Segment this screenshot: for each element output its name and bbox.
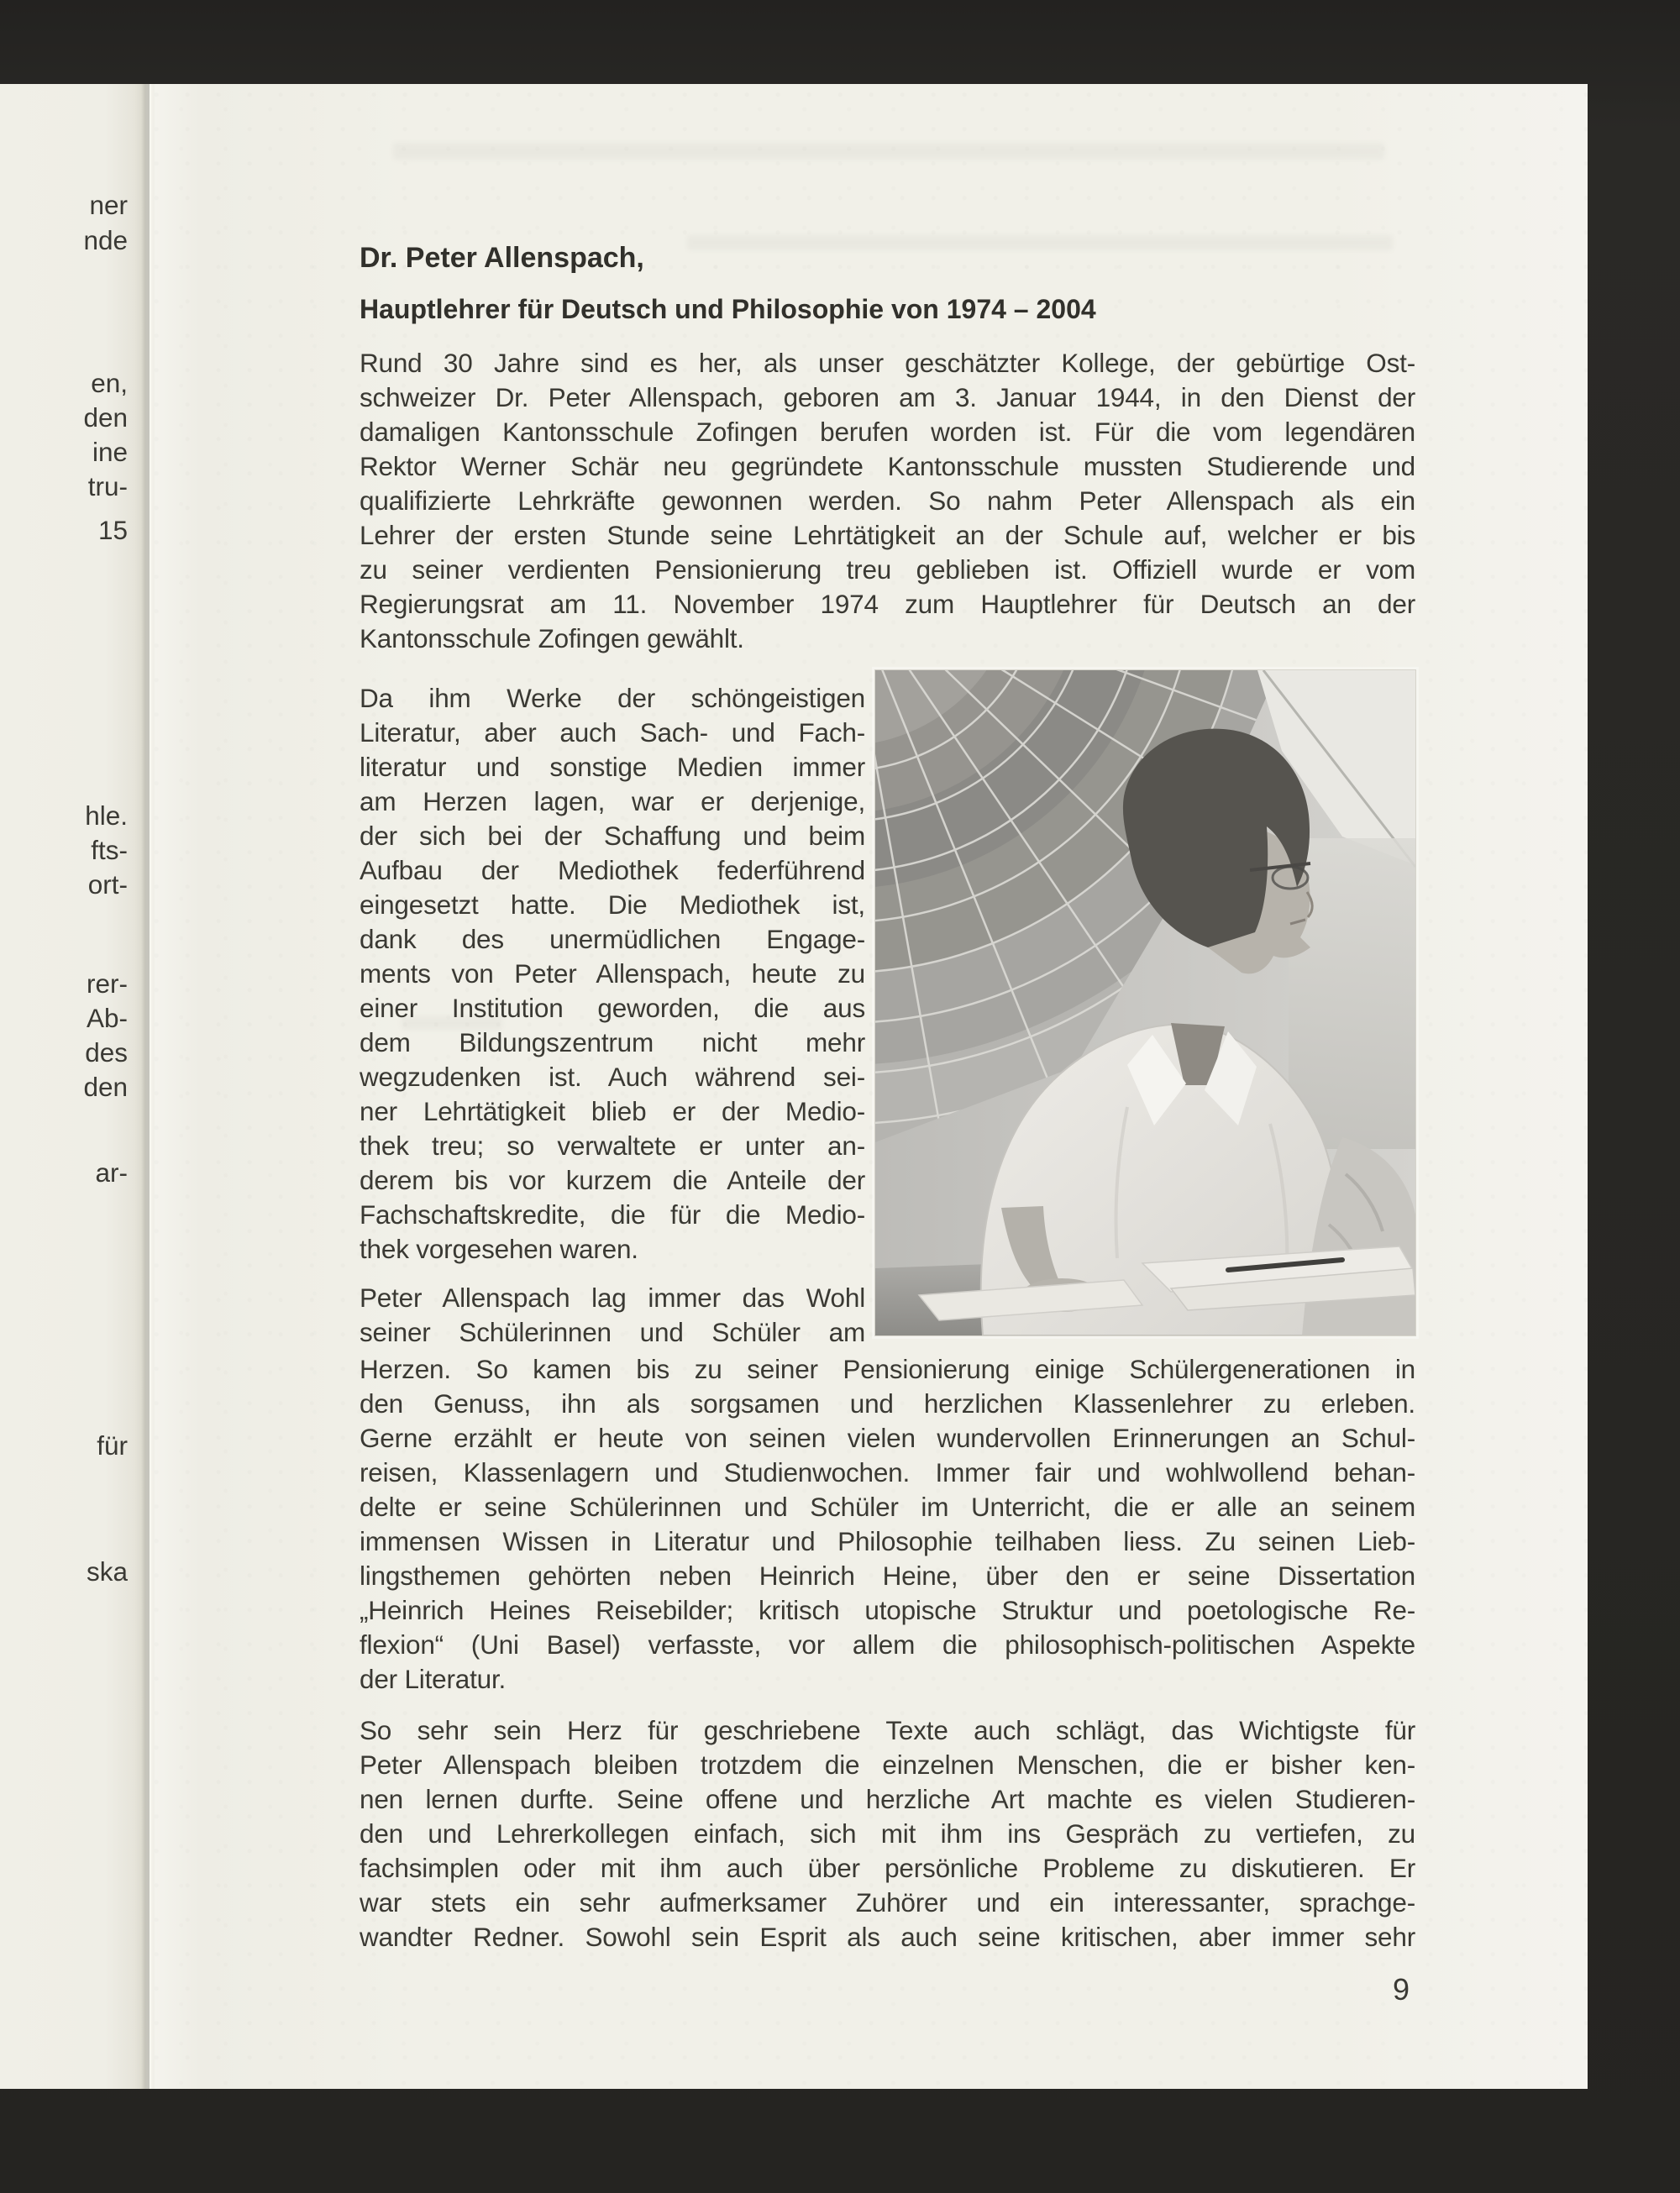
text-line: ments von Peter Allenspach, heute zu (360, 958, 865, 989)
left-page-text-fragment: des (85, 1037, 128, 1068)
portrait-photo (875, 670, 1415, 1335)
text-line: am Herzen lagen, war er derjenige, (360, 786, 865, 816)
text-line: Gerne erzählt er heute von seinen vielen wundervollen Erinnerungen an Schul- (360, 1423, 1415, 1453)
left-page-text-fragment: nde (83, 225, 128, 255)
text-line: einer Institution geworden, die aus (360, 993, 865, 1023)
left-page-text-fragment: fts- (91, 835, 128, 865)
left-page-text-fragment: den (83, 1072, 128, 1102)
text-line: eingesetzt hatte. Die Mediothek ist, (360, 889, 865, 920)
paragraph-schueler-continuation (360, 1352, 1415, 1697)
left-page-text-fragment: tru- (87, 471, 128, 501)
left-page-text-fragment: 15 (97, 515, 128, 545)
text-line: Literatur, aber auch Sach- und Fach- (360, 717, 865, 748)
text-line: Aufbau der Mediothek federführend (360, 855, 865, 885)
text-line: Rund 30 Jahre sind es her, als unser geschätzter Kollege, der gebürtige Ost- (360, 348, 1415, 378)
page-fold-highlight (150, 84, 154, 2089)
text-line: Da ihm Werke der schöngeistigen (360, 683, 865, 713)
book-page (150, 84, 1588, 2089)
page-number: 9 (1393, 1972, 1410, 2007)
text-line: den und Lehrerkollegen einfach, sich mit ihm ins Gespräch zu vertiefen, zu (360, 1818, 1415, 1849)
paragraph-mediothek-column (360, 681, 865, 1267)
text-line: Lehrer der ersten Stunde seine Lehrtätigkeit an der Schule auf, welcher er bis (360, 520, 1415, 550)
text-line: qualifizierte Lehrkräfte gewonnen werden. So nahm Peter Allenspach als ein (360, 485, 1415, 516)
text-line: der Literatur. (360, 1664, 507, 1694)
left-page-text-fragment: Ab- (86, 1003, 128, 1033)
paragraph-intro (360, 346, 1415, 656)
left-page-text-fragment: ine (92, 437, 128, 467)
left-page-text-fragment: für (97, 1430, 128, 1461)
text-line: Kantonsschule Zofingen gewählt. (360, 623, 744, 653)
text-line: damaligen Kantonsschule Zofingen berufen worden ist. Für die vom legendären (360, 417, 1415, 447)
left-page-text-fragment: rer- (87, 968, 128, 999)
text-line: literatur und sonstige Medien immer (360, 752, 865, 782)
text-line: Fachschaftskredite, die für die Medio- (360, 1199, 865, 1230)
text-line: immensen Wissen in Literatur und Philosophie teilhaben liess. Zu seinen Lieb- (360, 1526, 1415, 1556)
text-line: wegzudenken ist. Auch während sei- (360, 1062, 865, 1092)
text-line: Herzen. So kamen bis zu seiner Pensionierung einige Schülergenerationen in (360, 1354, 1415, 1384)
text-line: Regierungsrat am 11. November 1974 zum Hauptlehrer für Deutsch an der (360, 589, 1415, 619)
article-subtitle: Hauptlehrer für Deutsch und Philosophie von 1974 – 2004 (360, 294, 1096, 324)
left-page-text-fragment: ska (86, 1556, 128, 1587)
text-line: zu seiner verdienten Pensionierung treu geblieben ist. Offiziell wurde er vom (360, 554, 1415, 585)
text-line: „Heinrich Heines Reisebilder; kritisch utopische Struktur und poetologische Re- (360, 1595, 1415, 1625)
text-line: fachsimplen oder mit ihm auch über persönliche Probleme zu diskutieren. Er (360, 1853, 1415, 1883)
paragraph-schueler-column-start (360, 1281, 865, 1350)
text-line: Rektor Werner Schär neu gegründete Kantonsschule mussten Studierende und (360, 451, 1415, 481)
text-line: war stets ein sehr aufmerksamer Zuhörer und ein interessanter, sprachge- (360, 1887, 1415, 1918)
text-line: schweizer Dr. Peter Allenspach, geboren am 3. Januar 1944, in den Dienst der (360, 382, 1415, 412)
text-line: wandter Redner. Sowohl sein Esprit als auch seine kritischen, aber immer sehr (360, 1922, 1415, 1952)
left-page-text-fragment: en, (91, 368, 128, 398)
text-line: den Genuss, ihn als sorgsamen und herzlichen Klassenlehrer zu erleben. (360, 1388, 1415, 1419)
left-page-text-fragment: ner (89, 190, 128, 220)
text-line: Peter Allenspach bleiben trotzdem die einzelnen Menschen, die er bisher ken- (360, 1750, 1415, 1780)
text-line: So sehr sein Herz für geschriebene Texte auch schlägt, das Wichtigste für (360, 1715, 1415, 1745)
text-line: dank des unermüdlichen Engage- (360, 924, 865, 954)
text-line: derem bis vor kurzem die Anteile der (360, 1165, 865, 1195)
text-line: seiner Schülerinnen und Schüler am (360, 1317, 865, 1347)
text-line: Peter Allenspach lag immer das Wohl (360, 1283, 865, 1313)
left-page-text-fragment: ort- (87, 869, 128, 900)
paragraph-menschen (360, 1713, 1415, 1954)
portrait-photo-graphic (875, 670, 1415, 1335)
text-line: nen lernen durfte. Seine offene und herzliche Art machte es vielen Studieren- (360, 1784, 1415, 1814)
text-line: thek vorgesehen waren. (360, 1234, 638, 1264)
text-line: der sich bei der Schaffung und beim (360, 821, 865, 851)
text-line: lingsthemen gehörten neben Heinrich Heine, über den er seine Dissertation (360, 1561, 1415, 1591)
previous-page-edge (0, 84, 150, 2089)
print-bleed-artifact (393, 143, 1384, 160)
text-line: dem Bildungszentrum nicht mehr (360, 1027, 865, 1057)
text-line: reisen, Klassenlagern und Studienwochen. Immer fair und wohlwollend behan- (360, 1457, 1415, 1487)
left-page-text-fragment: hle. (85, 800, 128, 831)
article-title: Dr. Peter Allenspach, (360, 242, 644, 274)
text-line: ner Lehrtätigkeit blieb er der Medio- (360, 1096, 865, 1126)
text-line: flexion“ (Uni Basel) verfasste, vor allem die philosophisch-politischen Aspekte (360, 1629, 1415, 1660)
text-line: delte er seine Schülerinnen und Schüler im Unterricht, die er alle an seinem (360, 1492, 1415, 1522)
text-line: thek treu; so verwaltete er unter an- (360, 1131, 865, 1161)
left-page-text-fragment: ar- (95, 1157, 128, 1188)
left-page-text-fragment: den (83, 402, 128, 433)
